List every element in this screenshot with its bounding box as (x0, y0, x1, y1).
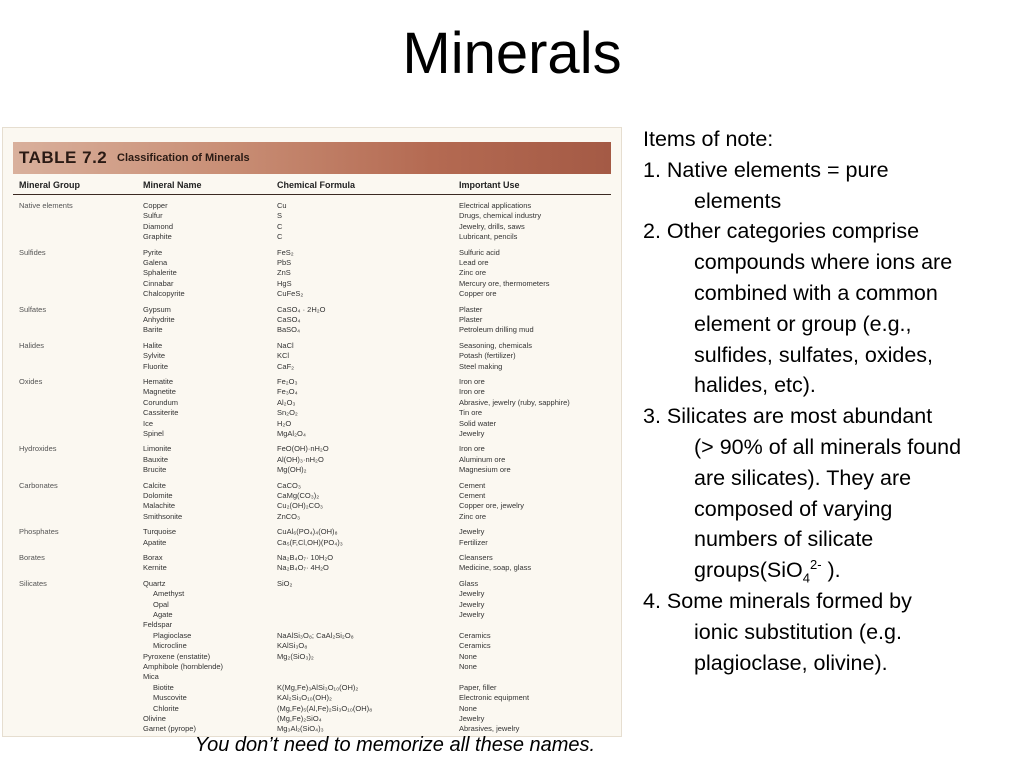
table-row (13, 305, 611, 315)
notes-list (643, 124, 1018, 678)
table-row (13, 325, 611, 335)
cell-chemical-formula: CuFeS₂ (277, 289, 304, 299)
cell-chemical-formula: CaF₂ (277, 361, 295, 371)
cell-important-use: Jewelry (459, 610, 485, 619)
cell-important-use: Cleansers (459, 553, 493, 562)
cell-mineral-name: Fluorite (143, 361, 169, 371)
cell-important-use: Jewelry (459, 714, 485, 723)
cell-mineral-name: Turquoise (143, 527, 177, 537)
cell-chemical-formula: Mg₂(SiO₃)₂ (277, 651, 314, 661)
cell-mineral-name: Halite (143, 340, 163, 350)
cell-mineral-name: Brucite (143, 465, 167, 475)
note-2-line: element or group (e.g., (694, 311, 912, 336)
cell-important-use: Iron ore (459, 444, 485, 454)
cell-mineral-name: Chlorite (153, 703, 179, 713)
cell-important-use: Jewelry (459, 599, 485, 609)
note-3-formula-line (643, 555, 1018, 586)
cell-mineral-name: Garnet (pyrope) (143, 724, 196, 734)
cell-important-use: Plaster (459, 304, 483, 314)
cell-chemical-formula: CaMg(CO₃)₂ (277, 491, 320, 500)
cell-chemical-formula: Al₂O₃ (277, 397, 296, 407)
cell-mineral-name: Bauxite (143, 454, 169, 464)
table-row (13, 201, 611, 211)
cell-chemical-formula: Cu (277, 201, 287, 210)
table-row (13, 714, 611, 724)
cell-chemical-formula: KAlSi₃O₈ (277, 641, 308, 651)
table-row (13, 279, 611, 289)
cell-chemical-formula: ZnCO₃ (277, 511, 301, 521)
cell-chemical-formula: C (277, 221, 283, 231)
table-row (13, 553, 611, 563)
table-row (13, 641, 611, 651)
footer-note: You don’t need to memorize all these names. (194, 734, 596, 756)
cell-mineral-name: Sylvite (143, 351, 166, 361)
cell-mineral-group: Native elements (19, 201, 73, 210)
table-row (13, 662, 611, 672)
cell-mineral-name: Magnetite (143, 387, 176, 397)
cell-important-use: Cement (459, 480, 486, 490)
cell-mineral-name: Copper (143, 201, 168, 210)
cell-important-use: None (459, 651, 477, 661)
cell-mineral-name: Plagioclase (153, 630, 192, 640)
cell-mineral-name: Olivine (143, 714, 166, 723)
cell-important-use: Plaster (459, 315, 483, 324)
cell-mineral-name: Sulfur (143, 211, 163, 221)
cell-important-use: Copper ore, jewelry (459, 501, 525, 511)
table-row (13, 512, 611, 522)
cell-mineral-name: Anhydrite (143, 315, 175, 324)
note-3-text: groups(SiO (694, 558, 803, 583)
notes-heading: Items of note: (643, 127, 774, 151)
note-3-line: numbers of silicate (694, 527, 874, 552)
header-mineral-name: Mineral Name (143, 180, 202, 190)
cell-mineral-name: Gypsum (143, 304, 171, 314)
table-row (13, 419, 611, 429)
cell-important-use: Jewelry (459, 429, 485, 438)
formula-subscript: 4 (802, 570, 810, 586)
cell-mineral-group: Sulfates (19, 304, 47, 314)
cell-important-use: Abrasive, jewelry (ruby, sapphire) (459, 397, 570, 407)
note-3-line: 3. Silicates are most abundant (643, 404, 933, 429)
cell-mineral-name: Muscovite (153, 693, 187, 703)
table-row (13, 672, 611, 682)
cell-chemical-formula: CaSO₄ (277, 315, 301, 324)
cell-chemical-formula: NaCl (277, 340, 294, 350)
cell-chemical-formula: K(Mg,Fe)₃AlSi₃O₁₀(OH)₂ (277, 682, 359, 692)
cell-mineral-name: Cassiterite (143, 408, 179, 418)
table-row (13, 589, 611, 599)
note-4-line: plagioclase, olivine). (694, 650, 888, 675)
cell-mineral-group: Halides (19, 340, 45, 350)
table-row (13, 289, 611, 299)
note-3-line: (> 90% of all minerals found (694, 434, 962, 459)
cell-chemical-formula: Mg₃Al₂(SiO₄)₃ (277, 724, 324, 734)
cell-mineral-name: Chalcopyrite (143, 289, 185, 299)
table-row (13, 351, 611, 361)
cell-chemical-formula: (Mg,Fe)₅(Al,Fe)₂Si₃O₁₀(OH)₈ (277, 703, 373, 713)
table-row (13, 429, 611, 439)
note-2-line: compounds where ions are (694, 250, 953, 275)
table-banner (13, 142, 611, 174)
cell-important-use: Cement (459, 491, 486, 500)
cell-mineral-name: Barite (143, 325, 163, 335)
note-1-line: 1. Native elements = pure (643, 157, 889, 182)
table-row (13, 693, 611, 703)
table-number: TABLE 7.2 (19, 148, 108, 167)
cell-important-use: Copper ore (459, 289, 497, 299)
note-3-line: are silicates). They are (694, 465, 912, 490)
cell-mineral-name: Hematite (143, 377, 174, 386)
table-row (13, 232, 611, 242)
cell-chemical-formula: CaCO₃ (277, 480, 301, 490)
cell-important-use: Electronic equipment (459, 693, 530, 703)
note-4-line: ionic substitution (e.g. (694, 619, 902, 644)
note-4-line: 4. Some minerals formed by (643, 588, 912, 613)
table-row (13, 481, 611, 491)
cell-important-use: Seasoning, chemicals (459, 340, 532, 350)
cell-important-use: Jewelry (459, 589, 485, 599)
cell-mineral-group: Oxides (19, 377, 43, 386)
cell-mineral-name: Quartz (143, 578, 166, 588)
cell-mineral-name: Galena (143, 258, 168, 267)
cell-chemical-formula: NaAlSi₃O₈; CaAl₂Si₂O₈ (277, 630, 354, 640)
cell-mineral-name: Borax (143, 553, 163, 562)
table-row (13, 491, 611, 501)
cell-chemical-formula: CuAl₆(PO₄)₄(OH)₈ (277, 527, 338, 537)
cell-important-use: Potash (fertilizer) (459, 351, 516, 361)
table-row (13, 579, 611, 589)
cell-important-use: Electrical applications (459, 201, 532, 210)
table-row (13, 465, 611, 475)
cell-important-use: Jewelry (459, 527, 485, 537)
note-3-line: composed of varying (694, 496, 893, 521)
cell-chemical-formula: Na₂B₄O₇· 4H₂O (277, 563, 329, 573)
cell-mineral-name: Feldspar (143, 620, 173, 630)
note-2-line: sulfides, sulfates, oxides, (694, 342, 934, 367)
cell-mineral-name: Diamond (143, 221, 174, 231)
cell-mineral-name: Calcite (143, 480, 166, 490)
cell-mineral-name: Ice (143, 418, 154, 428)
cell-mineral-name: Spinel (143, 429, 164, 438)
cell-important-use: Medicine, soap, glass (459, 563, 532, 573)
header-important-use: Important Use (459, 180, 520, 190)
cell-important-use: Ceramics (459, 630, 491, 640)
table-row (13, 315, 611, 325)
cell-important-use: Magnesium ore (459, 465, 511, 475)
table-row (13, 398, 611, 408)
table-row (13, 704, 611, 714)
cell-mineral-name: Agate (153, 610, 173, 619)
cell-chemical-formula: FeS₂ (277, 247, 294, 257)
cell-important-use: Petroleum drilling mud (459, 325, 534, 335)
cell-important-use: Jewelry, drills, saws (459, 221, 525, 231)
cell-mineral-name: Amethyst (153, 589, 185, 599)
cell-chemical-formula: PbS (277, 258, 292, 267)
cell-mineral-name: Malachite (143, 501, 176, 511)
cell-chemical-formula: C (277, 232, 283, 242)
cell-mineral-name: Apatite (143, 537, 167, 547)
table-row (13, 222, 611, 232)
cell-chemical-formula: FeO(OH)·nH₂O (277, 444, 329, 454)
table-row (13, 362, 611, 372)
cell-chemical-formula: MgAl₂O₄ (277, 429, 306, 438)
cell-mineral-group: Carbonates (19, 480, 58, 490)
cell-chemical-formula: Fe₂O₃ (277, 377, 298, 386)
cell-chemical-formula: SiO₂ (277, 578, 293, 588)
mineral-classification-table (2, 127, 622, 737)
cell-important-use: Fertilizer (459, 537, 488, 547)
table-row (13, 652, 611, 662)
cell-chemical-formula: (Mg,Fe)₂SiO₄ (277, 714, 322, 723)
cell-mineral-name: Microcline (153, 641, 187, 651)
cell-important-use: Zinc ore (459, 268, 487, 278)
table-row (13, 563, 611, 573)
table-row (13, 683, 611, 693)
table-row (13, 631, 611, 641)
formula-superscript: 2- (809, 557, 822, 572)
cell-mineral-name: Cinnabar (143, 278, 174, 288)
cell-mineral-name: Graphite (143, 232, 172, 242)
note-2-line: 2. Other categories comprise (643, 219, 920, 244)
cell-important-use: Aluminum ore (459, 454, 506, 464)
cell-mineral-name: Kernite (143, 563, 167, 573)
cell-important-use: Lead ore (459, 258, 489, 267)
cell-chemical-formula: CaSO₄ · 2H₂O (277, 304, 326, 314)
note-1-line: elements (694, 188, 782, 213)
cell-chemical-formula: Cu₂(OH)₂CO₃ (277, 501, 323, 511)
cell-mineral-name: Biotite (153, 682, 174, 692)
table-row (13, 408, 611, 418)
cell-mineral-name: Limonite (143, 444, 172, 454)
cell-chemical-formula: BaSO₄ (277, 325, 301, 335)
cell-mineral-name: Pyrite (143, 247, 163, 257)
cell-chemical-formula: ZnS (277, 268, 291, 278)
cell-chemical-formula: KCl (277, 351, 290, 361)
cell-chemical-formula: HgS (277, 278, 292, 288)
cell-important-use: Abrasives, jewelry (459, 724, 520, 734)
cell-important-use: Lubricant, pencils (459, 232, 518, 242)
table-row (13, 444, 611, 454)
table-row (13, 724, 611, 734)
cell-important-use: Tin ore (459, 408, 483, 418)
table-row (13, 538, 611, 548)
cell-important-use: Iron ore (459, 387, 485, 397)
table-row (13, 455, 611, 465)
cell-mineral-group: Phosphates (19, 527, 59, 537)
table-row (13, 341, 611, 351)
cell-chemical-formula: Sn₂O₂ (277, 408, 298, 418)
cell-mineral-name: Mica (143, 672, 159, 682)
cell-mineral-group: Borates (19, 553, 45, 562)
cell-mineral-group: Sulfides (19, 247, 46, 257)
cell-important-use: Solid water (459, 418, 497, 428)
table-row (13, 527, 611, 537)
cell-important-use: Drugs, chemical industry (459, 211, 542, 221)
header-mineral-group: Mineral Group (19, 180, 81, 190)
table-row (13, 387, 611, 397)
table-row (13, 268, 611, 278)
cell-chemical-formula: Fe₃O₄ (277, 387, 298, 397)
cell-chemical-formula: KAl₂Si₃O₁₀(OH)₂ (277, 693, 332, 703)
cell-chemical-formula: Na₂B₄O₇· 10H₂O (277, 553, 334, 562)
table-row (13, 377, 611, 387)
cell-chemical-formula: Mg(OH)₂ (277, 465, 307, 475)
cell-important-use: Glass (459, 578, 479, 588)
note-3-text: ). (821, 558, 841, 583)
table-row (13, 600, 611, 610)
table-row (13, 248, 611, 258)
cell-important-use: None (459, 703, 477, 713)
cell-chemical-formula: Al(OH)₃·nH₂O (277, 454, 324, 464)
cell-important-use: Paper, filler (459, 682, 497, 692)
table-row (13, 610, 611, 620)
cell-mineral-name: Sphalerite (143, 268, 177, 278)
note-2-line: halides, etc). (694, 373, 816, 398)
cell-mineral-name: Opal (153, 599, 169, 609)
cell-mineral-group: Hydroxides (19, 444, 57, 454)
table-row (13, 211, 611, 221)
cell-important-use: Steel making (459, 361, 503, 371)
cell-mineral-group: Silicates (19, 578, 47, 588)
cell-important-use: Ceramics (459, 641, 491, 651)
header-chemical-formula: Chemical Formula (277, 180, 356, 190)
cell-chemical-formula: Ca₅(F,Cl,OH)(PO₄)₃ (277, 537, 343, 547)
cell-chemical-formula: H₂O (277, 418, 292, 428)
cell-mineral-name: Amphibole (hornblende) (143, 662, 224, 671)
cell-mineral-name: Pyroxene (enstatite) (143, 651, 211, 661)
slide-title: Minerals (402, 21, 622, 86)
table-row (13, 620, 611, 630)
cell-important-use: Iron ore (459, 377, 485, 386)
cell-important-use: None (459, 662, 477, 671)
cell-important-use: Zinc ore (459, 511, 487, 521)
cell-important-use: Sulfuric acid (459, 247, 500, 257)
cell-chemical-formula: S (277, 211, 283, 221)
table-row (13, 258, 611, 268)
cell-important-use: Mercury ore, thermometers (459, 278, 550, 288)
cell-mineral-name: Smithsonite (143, 511, 183, 521)
table-header-row (13, 178, 611, 195)
table-row (13, 501, 611, 511)
cell-mineral-name: Corundum (143, 397, 179, 407)
cell-mineral-name: Dolomite (143, 491, 173, 500)
note-2-line: combined with a common (694, 280, 938, 305)
table-caption: Classification of Minerals (117, 152, 250, 164)
